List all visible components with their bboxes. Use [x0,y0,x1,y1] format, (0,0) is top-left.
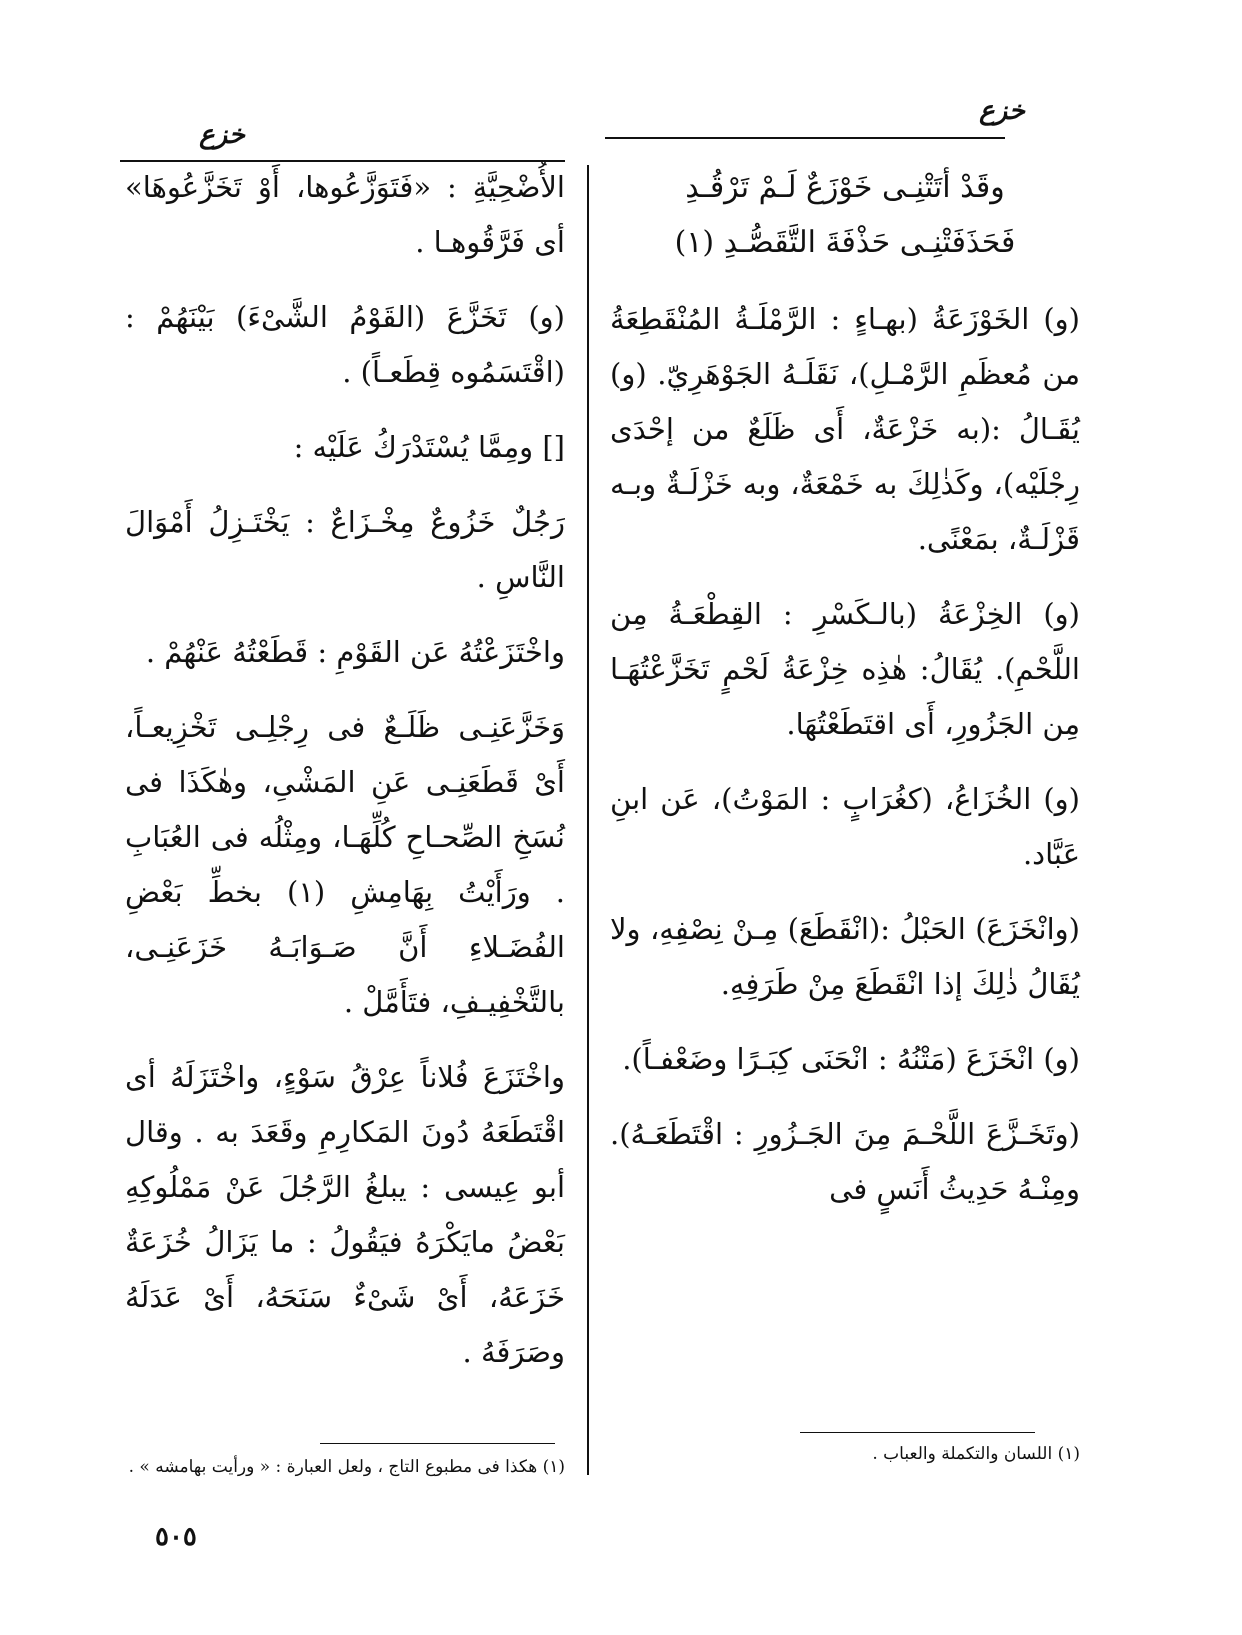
entry-paragraph: (و) الخُزَاعُ، (كغُرَابٍ : المَوْتُ)، عَن ابنِ عَبَّاد. [610,782,1080,871]
left-column [125,160,565,1400]
footnote-right: (١) اللسان والتكملة والعباب . [872,1444,1080,1464]
running-header-left: خزع [199,120,245,150]
poetry-verse [610,160,1080,270]
entry-paragraph: واخْتَزَعَ فُلاناً عِرْقُ سَوْءٍ، واخْتَزَلَهُ أى اقْتَطَعَهُ دُونَ المَكارِمِ وقَعَدَ به . وقال أبو عِيسى : يبلغُ الرَّجُلَ عَنْ مَمْلُوكِهِ بَعْضُ مايَكْرَهُ فيَقُولُ : ما يَزَالُ خُزَعَةٌ خَزَعَهُ، أَىْ شَىْءٌ سَنَحَهُ، أَىْ عَدَلَهُ وصَرَفَهُ . [125,1060,565,1369]
footnote-rule-left [320,1443,555,1444]
entry-paragraph: (و) تَخَزَّعَ (القَوْمُ الشَّىْءَ) بَيْنَهُمْ : (اقْتَسَمُوه قِطَعـاً) . [125,300,565,389]
entry-paragraph: (و) الخِزْعَةُ (بالـكَسْرِ : القِطْعَـةُ مِن اللَّحْمِ). يُقَالُ: هٰذِه خِزْعَةُ لَحْمٍ تَخَزَّعْتُهَـا مِن الجَزُورِ، أَى اقتَطَعْتُهَا. [610,597,1080,741]
entry-paragraph: (و) انْخَزَعَ (مَتْنُهُ : انْحَنَى كِبَـرًا وضَعْفـاً). [622,1042,1080,1076]
entry-paragraph: (و) الخَوْزَعَةُ (بهـاءٍ : الرَّمْلَـةُ المُنْقَطِعَةُ من مُعظَمِ الرَّمْـلِ)، نَقَلَـهُ الجَوْهَرِيّ. (و) يُقَـالُ :(به خَزْعَةٌ، أَى ظَلَعٌ من إحْدَى رِجْلَيْه)، وكَذٰلِكَ به خَمْعَةٌ، وبه خَزْلَـةٌ وبـه قَزْلَـةٌ، بمَعْنًى. [610,302,1080,556]
header-rule-right [605,137,1005,139]
entry-paragraph: الأُضْحِيَّةِ : «فَتَوَزَّعُوها، أَوْ تَخَزَّعُوهَا» أى فَرَّقُوهـا . [125,170,565,259]
footnote-left: (١) هكذا فى مطبوع التاج ، ولعل العبارة : « ورأيت بهامشه » . [128,1457,565,1477]
entry-paragraph: رَجُلٌ خَزُوعٌ مِخْـزَاعٌ : يَخْتَـزِلُ أَمْوَالَ النَّاسِ . [125,505,565,594]
column-divider [587,165,589,1475]
right-column [610,160,1080,1237]
supplement-heading: [] ومِمَّا يُسْتَدْرَكُ عَلَيْه : [293,430,565,464]
verse-line: وقَدْ أتَتْنِـى خَوْزَعٌ لَـمْ تَرْقُـدِ [685,170,1005,205]
entry-paragraph: وَخَزَّعَنِـى ظَلَـعٌ فى رِجْلِـى تَخْزِيعـاً، أَىْ قَطَعَنِـى عَنِ المَشْىِ، وهٰكَذَا فى نُسَخِ الصِّحـاحِ كُلِّهَـا، ومِثْلُه فى العُبَابِ . ورَأَيْتُ بِهَامِشِ (١) بخطِّ بَعْضِ الفُضَـلاءِ أَنَّ صَـوَابَـهُ خَزَعَنِـى، بالتَّخْفِيـفِ، فتَأَمَّلْ . [125,710,565,1019]
entry-paragraph: (وانْخَزَعَ) الحَبْلُ :(انْقَطَعَ) مِـنْ نِصْفِهِ، ولا يُقَالُ ذٰلِكَ إذا انْقَطَعَ مِنْ طَرَفِهِ. [610,912,1080,1001]
running-header-right: خزع [979,96,1025,126]
verse-line: فَحَذَفَتْنِـى حَذْفَةَ التَّقَصُّـدِ (١) [674,225,1016,260]
footnote-rule-right [800,1432,1035,1433]
page-number: ٥٠٥ [155,1522,197,1552]
entry-paragraph: واخْتَزَعْتُهُ عَن القَوْمِ : قَطَعْتُهُ عَنْهُمْ . [145,635,565,669]
entry-paragraph: (وتَخَـزَّعَ اللَّحْـمَ مِنَ الجَـزُورِ : اقْتَطَعَـهُ). ومِنْـهُ حَدِيثُ أَنَسٍ فى [610,1117,1080,1206]
